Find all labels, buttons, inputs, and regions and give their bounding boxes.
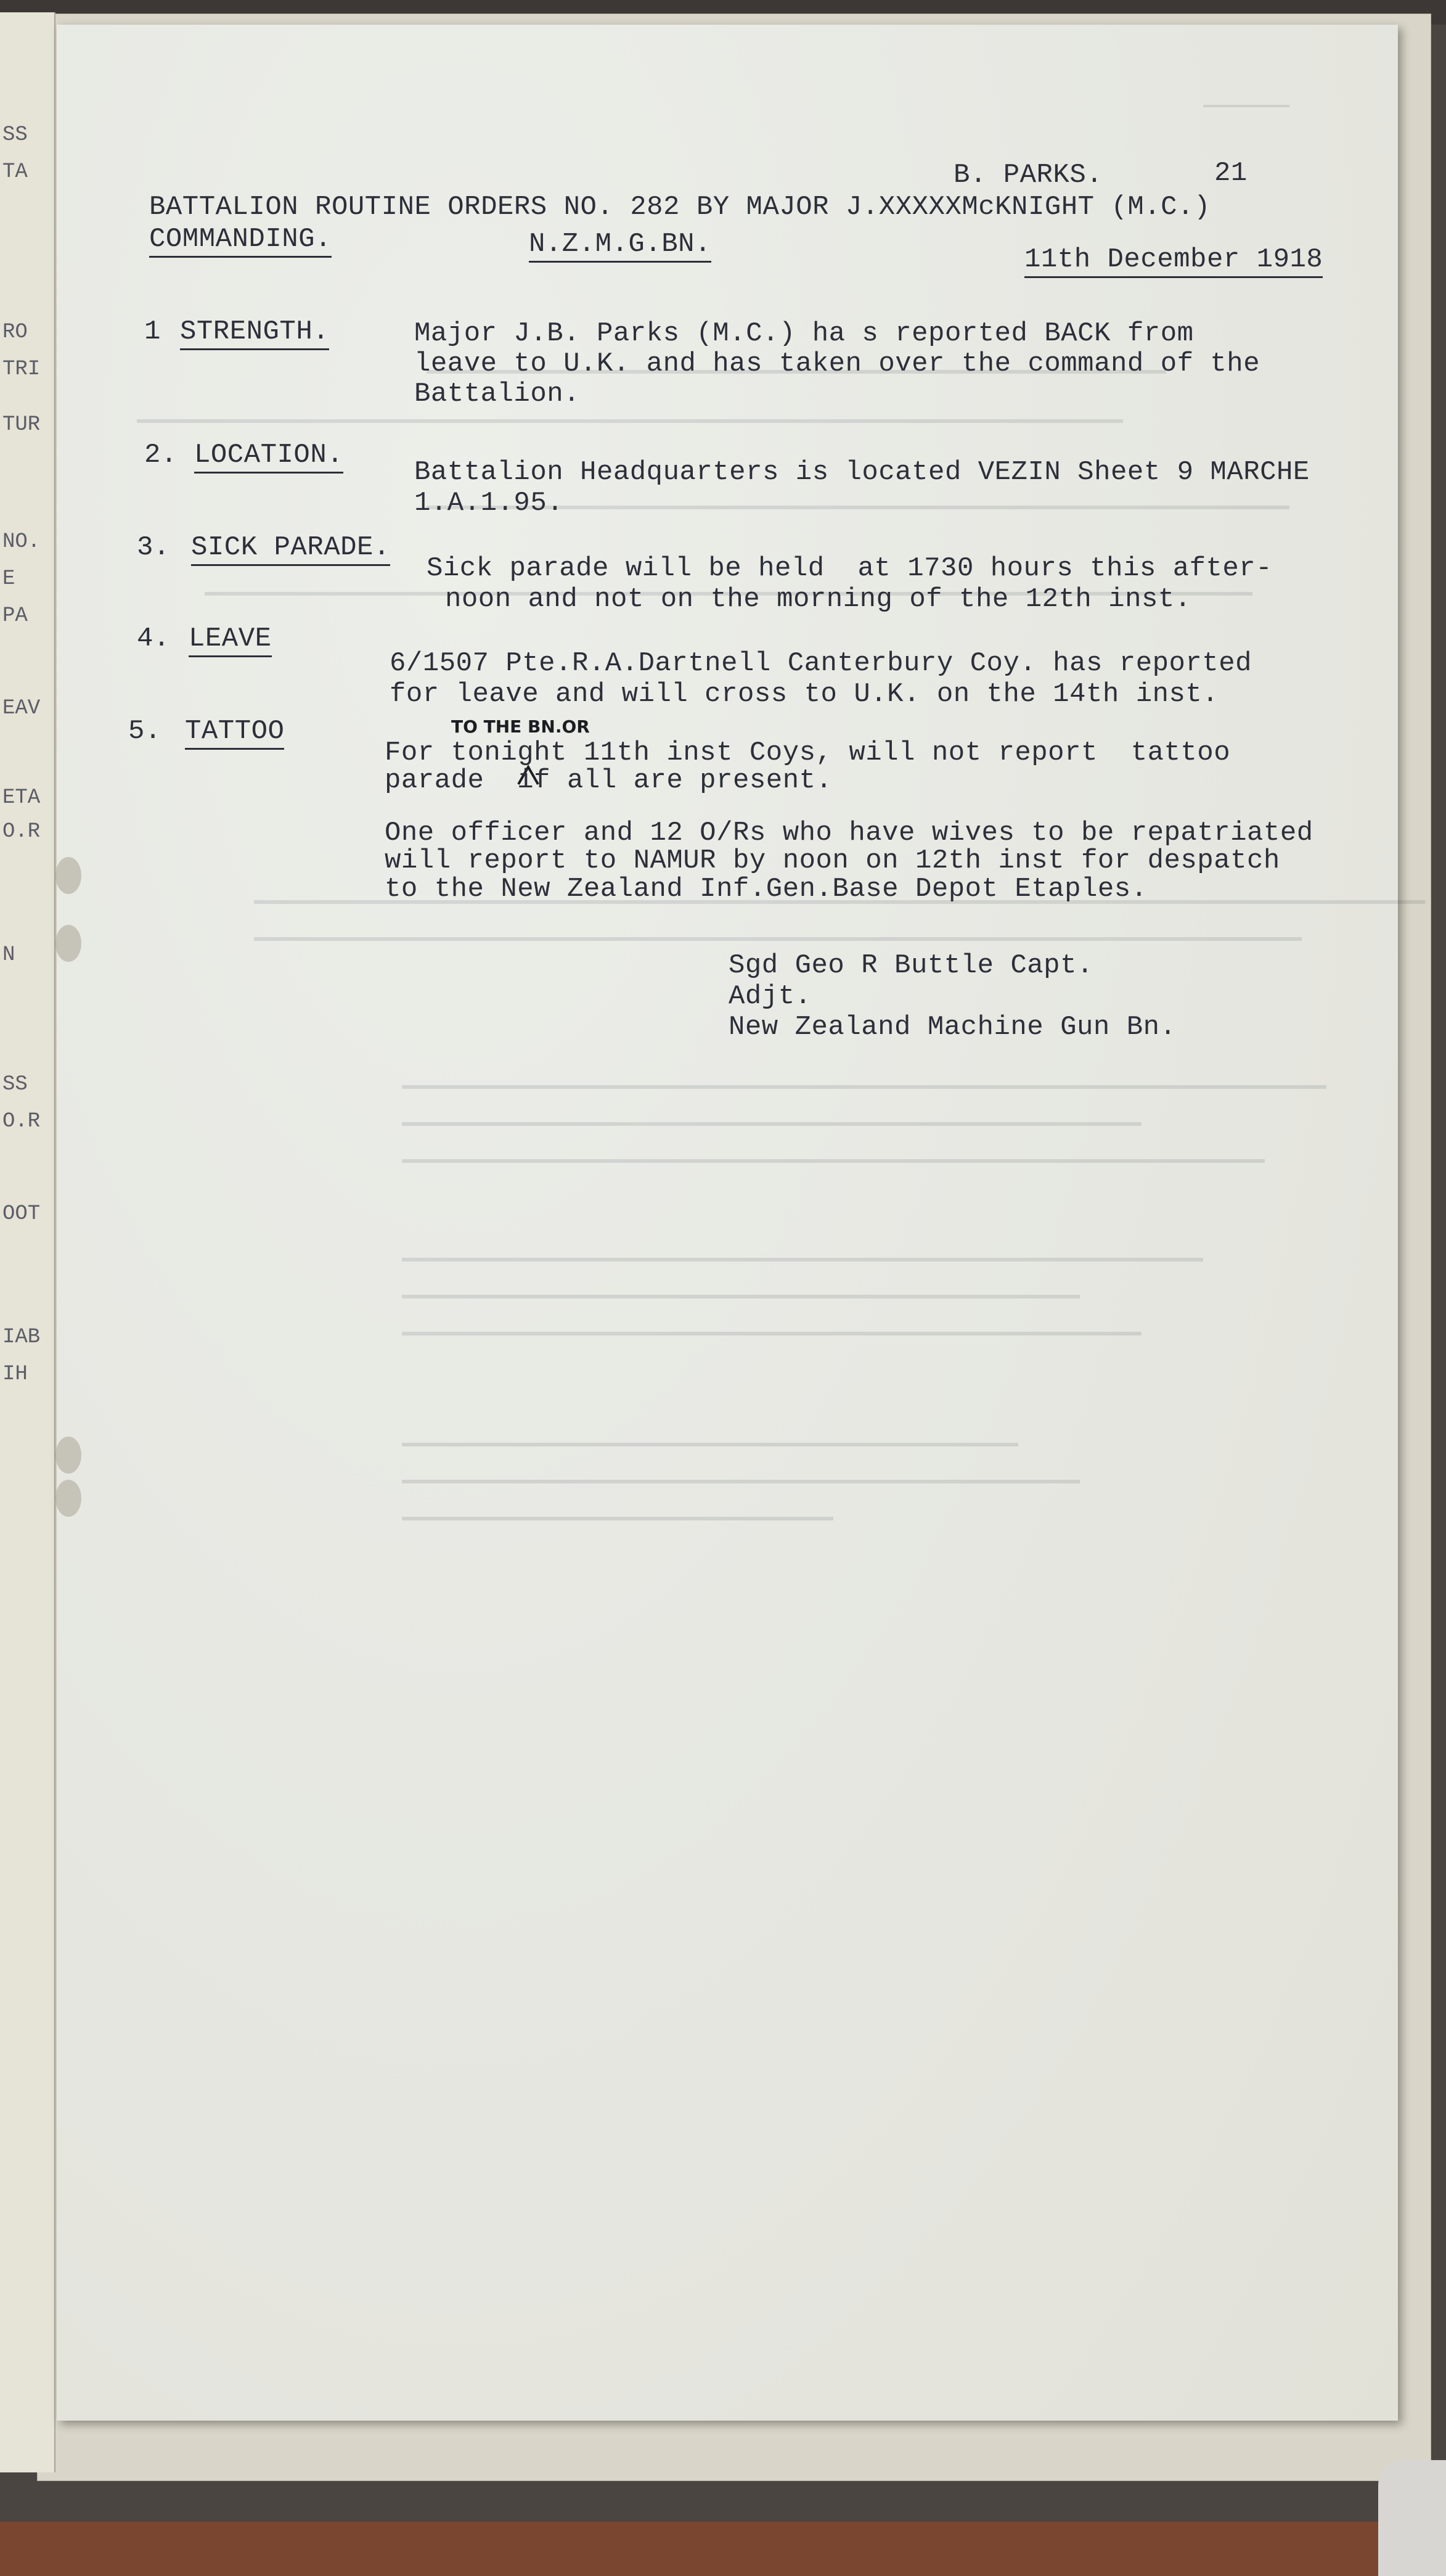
item-heading-text: STRENGTH.: [180, 316, 329, 350]
item-number: 1: [144, 316, 161, 347]
commanding-text: COMMANDING.: [149, 224, 332, 258]
prev-page-fragment: NO.: [2, 530, 41, 554]
item-heading-tattoo: [185, 715, 284, 747]
item-text-line: to the New Zealand Inf.Gen.Base Depot Etaples.: [385, 874, 1148, 904]
prev-page-fragment: TA: [2, 160, 28, 184]
signature-name: Sgd Geo R Buttle Capt.: [729, 950, 1093, 981]
item-text-line: for leave and will cross to U.K. on the 14th inst.: [390, 679, 1219, 710]
prev-page-fragment: SS: [2, 1073, 28, 1096]
punch-hole: [55, 1480, 81, 1517]
prev-page-fragment: ETA: [2, 786, 41, 810]
item-heading-sick-parade: [191, 531, 390, 564]
item-heading-text: TATTOO: [185, 716, 284, 750]
prev-page-fragment: O.R: [2, 1110, 41, 1133]
item-text-line: will report to NAMUR by noon on 12th inst for despatch: [385, 845, 1280, 876]
prev-page-fragment: TRI: [2, 358, 41, 381]
item-text-line: leave to U.K. and has taken over the command of the: [414, 348, 1260, 379]
prev-page-fragment: N: [2, 943, 15, 967]
item-text-line: Battalion.: [414, 379, 581, 409]
binder-clip: [1378, 2460, 1446, 2576]
item-heading-leave: [189, 623, 272, 655]
desk-surface: [0, 2522, 1446, 2576]
handwritten-insert: TO THE BN.OR: [451, 716, 590, 737]
punch-hole: [55, 925, 81, 962]
commanding-label: [149, 223, 332, 255]
punch-hole: [55, 1437, 81, 1474]
item-heading-strength: [180, 316, 329, 348]
inserted-initials: B. PARKS.: [954, 160, 1103, 191]
item-heading-text: LEAVE: [189, 623, 272, 657]
unit-label: [529, 228, 711, 260]
prev-page-fragment: E: [2, 567, 15, 591]
item-heading-text: SICK PARADE.: [191, 532, 390, 566]
item-text-line: 1.A.1.95.: [414, 488, 564, 519]
item-text-line: noon and not on the morning of the 12th inst.: [445, 584, 1191, 615]
prev-page-fragment: TUR: [2, 413, 41, 437]
prev-page-fragment: SS: [2, 123, 28, 147]
document-page: [57, 25, 1398, 2421]
item-number: 3.: [137, 532, 170, 563]
previous-page-edge: [0, 12, 55, 2472]
item-heading-location: [194, 439, 343, 471]
prev-page-fragment: RO: [2, 321, 28, 344]
order-title-text: BATTALION ROUTINE ORDERS NO. 282 BY MAJOR J.: [149, 192, 879, 223]
order-title: [149, 191, 1211, 223]
item-text-line: Sick parade will be held at 1730 hours this after-: [427, 553, 1273, 584]
order-date: [1024, 244, 1323, 276]
item-text-line: For tonight 11th inst Coys, will not report tattoo: [385, 737, 1231, 768]
item-text-line: One officer and 12 O/Rs who have wives to be repatriated: [385, 818, 1313, 848]
unit-text: N.Z.M.G.BN.: [529, 229, 711, 263]
punch-hole: [55, 857, 81, 894]
item-text-line: parade if all are present.: [385, 765, 833, 796]
item-heading-text: LOCATION.: [194, 440, 343, 474]
order-date-text: 11th December 1918: [1024, 244, 1323, 278]
item-number: 2.: [144, 440, 178, 470]
item-text-line: 6/1507 Pte.R.A.Dartnell Canterbury Coy. has reported: [390, 648, 1252, 679]
signature-rank: Adjt.: [729, 981, 812, 1012]
name-remainder: McKNIGHT (M.C.): [962, 192, 1211, 223]
item-number: 5.: [128, 716, 161, 747]
prev-page-fragment: IH: [2, 1363, 28, 1386]
show-through: [57, 25, 1398, 2421]
sheet-number: 21: [1214, 158, 1248, 189]
item-text-line: Major J.B. Parks (M.C.) ha s reported BACK from: [414, 318, 1194, 349]
prev-page-fragment: O.R: [2, 820, 41, 843]
item-number: 4.: [137, 623, 170, 654]
struck-name: XXXXX: [878, 192, 962, 223]
signature-unit: New Zealand Machine Gun Bn.: [729, 1012, 1177, 1043]
prev-page-fragment: IAB: [2, 1326, 41, 1349]
prev-page-fragment: EAV: [2, 697, 41, 720]
item-text-line: Battalion Headquarters is located VEZIN Sheet 9 MARCHE: [414, 457, 1310, 488]
prev-page-fragment: PA: [2, 604, 28, 628]
prev-page-fragment: OOT: [2, 1202, 41, 1226]
